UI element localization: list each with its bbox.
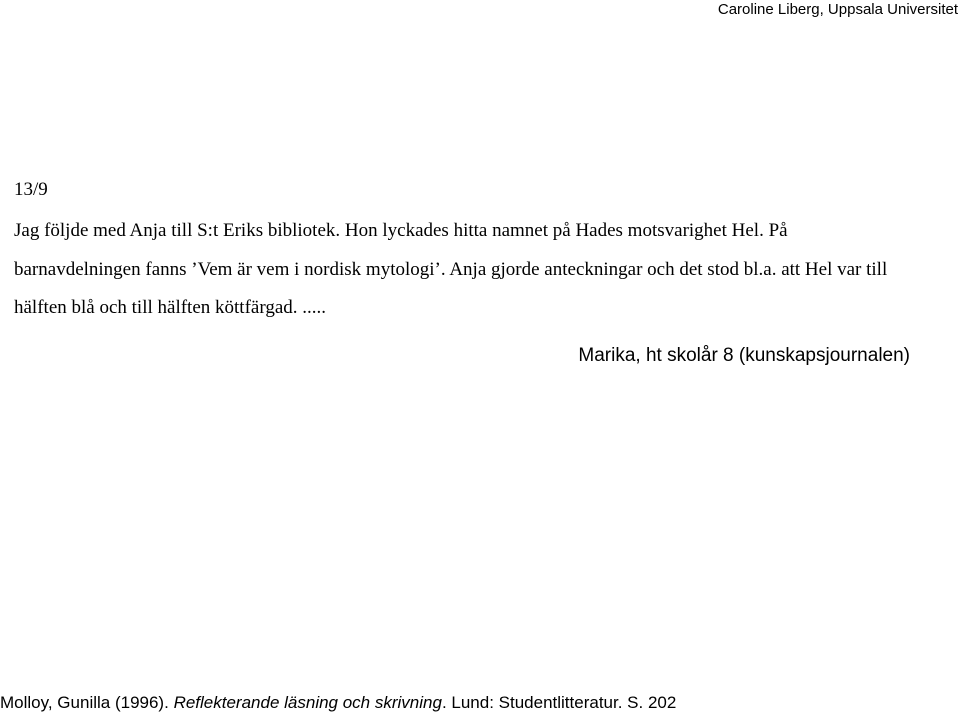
journal-text: Jag följde med Anja till S:t Eriks bibliotek. Hon lyckades hitta namnet på Hades motsvarighet Hel. På barnavdelningen fanns ’Vem är vem i nordisk mytologi’. Anja gjorde anteckningar och det stod bl.a. att Hel var till hälften blå och till hälften köttfärgad. ..... (14, 220, 888, 318)
reference-author-year: Molloy, Gunilla (1996). (0, 693, 169, 712)
journal-excerpt (14, 172, 949, 328)
journal-author: Marika, ht skolår 8 (kunskapsjournalen) (578, 345, 910, 366)
journal-date: 13/9 (14, 179, 48, 200)
header-credit: Caroline Liberg, Uppsala Universitet (717, 1, 958, 18)
reference-citation (0, 693, 676, 713)
reference-publisher: . Lund: Studentlitteratur. S. 202 (441, 693, 677, 712)
reference-title: Reflekterande läsning och skrivning (173, 693, 442, 712)
